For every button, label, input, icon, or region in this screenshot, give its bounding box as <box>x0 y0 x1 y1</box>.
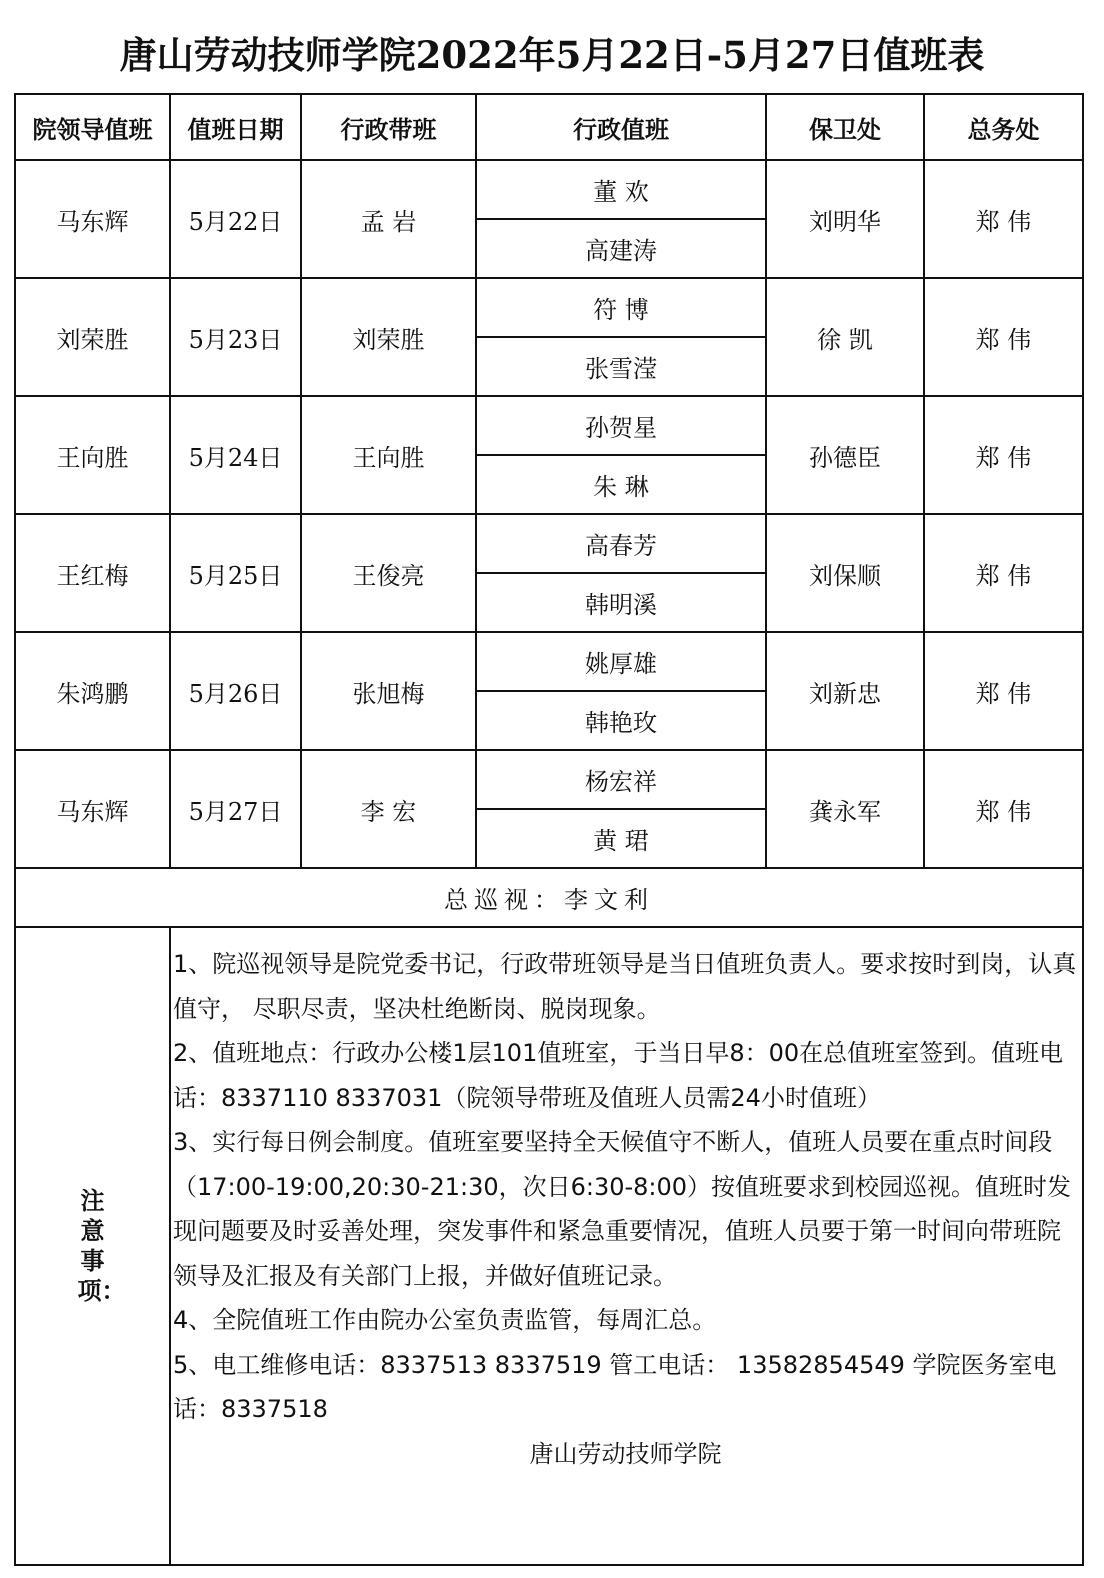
admin-lead-cell: 刘荣胜 <box>301 278 476 396</box>
date-cell: 5月27日 <box>170 750 301 868</box>
admin-duty-cell: 高春芳 <box>476 514 766 573</box>
admin-lead-cell: 李 宏 <box>301 750 476 868</box>
admin-duty-cell: 杨宏祥 <box>476 750 766 809</box>
admin-duty-cell: 朱 琳 <box>476 455 766 514</box>
note-item: 1、院巡视领导是院党委书记，行政带班领导是当日值班负责人。要求按时到岗，认真值守， 尽职尽责，坚决杜绝断岗、脱岗现象。 <box>173 950 1077 1023</box>
admin-duty-cell: 韩明溪 <box>476 573 766 632</box>
date-cell: 5月26日 <box>170 632 301 750</box>
table-row <box>15 514 1083 573</box>
date-cell: 5月24日 <box>170 396 301 514</box>
header-security: 保卫处 <box>766 94 924 160</box>
table-row <box>15 160 1083 219</box>
table-row <box>15 396 1083 455</box>
table-row <box>15 750 1083 809</box>
security-cell: 徐 凯 <box>766 278 924 396</box>
admin-duty-cell: 姚厚雄 <box>476 632 766 691</box>
header-row <box>15 94 1083 160</box>
table-row <box>15 632 1083 691</box>
general-cell: 郑 伟 <box>924 514 1083 632</box>
note-item: 5、电工维修电话：8337513 8337519 管工电话： 13582854549 学院医务室电话：8337518 <box>173 1350 1057 1423</box>
patrol-cell: 总巡视：李文利 <box>15 868 1083 927</box>
admin-duty-cell: 高建涛 <box>476 219 766 278</box>
security-cell: 刘保顺 <box>766 514 924 632</box>
note-item: 2、值班地点：行政办公楼1层101值班室，于当日早8：00在总值班室签到。值班电话：8337110 8337031（院领导带班及值班人员需24小时值班） <box>173 1039 1064 1112</box>
admin-duty-cell: 张雪滢 <box>476 337 766 396</box>
date-cell: 5月22日 <box>170 160 301 278</box>
leader-cell: 刘荣胜 <box>15 278 170 396</box>
leader-cell: 朱鸿鹏 <box>15 632 170 750</box>
notes-label-cell <box>15 927 170 1565</box>
admin-duty-cell: 韩艳玫 <box>476 691 766 750</box>
admin-duty-cell: 黄 珺 <box>476 809 766 868</box>
duty-table <box>14 93 1084 1566</box>
admin-lead-cell: 张旭梅 <box>301 632 476 750</box>
notes-body <box>170 927 1083 1565</box>
leader-cell: 王向胜 <box>15 396 170 514</box>
admin-lead-cell: 孟 岩 <box>301 160 476 278</box>
date-cell: 5月23日 <box>170 278 301 396</box>
header-admin-duty: 行政值班 <box>476 94 766 160</box>
general-cell: 郑 伟 <box>924 278 1083 396</box>
admin-duty-cell: 孙贺星 <box>476 396 766 455</box>
header-general: 总务处 <box>924 94 1083 160</box>
security-cell: 刘新忠 <box>766 632 924 750</box>
leader-cell: 王红梅 <box>15 514 170 632</box>
page-title: 唐山劳动技师学院2022年5月22日-5月27日值班表 <box>119 33 985 77</box>
patrol-row <box>15 868 1083 927</box>
signature: 唐山劳动技师学院 <box>529 1439 722 1468</box>
admin-lead-cell: 王俊亮 <box>301 514 476 632</box>
general-cell: 郑 伟 <box>924 160 1083 278</box>
security-cell: 刘明华 <box>766 160 924 278</box>
general-cell: 郑 伟 <box>924 396 1083 514</box>
admin-duty-cell: 董 欢 <box>476 160 766 219</box>
header-admin-lead: 行政带班 <box>301 94 476 160</box>
general-cell: 郑 伟 <box>924 750 1083 868</box>
admin-lead-cell: 王向胜 <box>301 396 476 514</box>
header-leader: 院领导值班 <box>15 94 170 160</box>
security-cell: 孙德臣 <box>766 396 924 514</box>
header-date: 值班日期 <box>170 94 301 160</box>
table-row <box>15 278 1083 337</box>
notes-row <box>15 927 1083 1565</box>
notes-label: 注意事项： <box>77 1187 126 1305</box>
security-cell: 龚永军 <box>766 750 924 868</box>
note-item: 3、实行每日例会制度。值班室要坚持全天候值守不断人，值班人员要在重点时间段（17:00-19:00,20:30-21:30，次日6:30-8:00）按值班要求到校园巡视。值班时发现问题要及时妥善处理，突发事件和紧急重要情况，值班人员要于第一时间向带班院领导及汇报及有关部门上报，并做好值班记录。 <box>173 1128 1072 1290</box>
date-cell: 5月25日 <box>170 514 301 632</box>
leader-cell: 马东辉 <box>15 160 170 278</box>
leader-cell: 马东辉 <box>15 750 170 868</box>
note-item: 4、全院值班工作由院办公室负责监管，每周汇总。 <box>173 1306 717 1334</box>
admin-duty-cell: 符 博 <box>476 278 766 337</box>
general-cell: 郑 伟 <box>924 632 1083 750</box>
